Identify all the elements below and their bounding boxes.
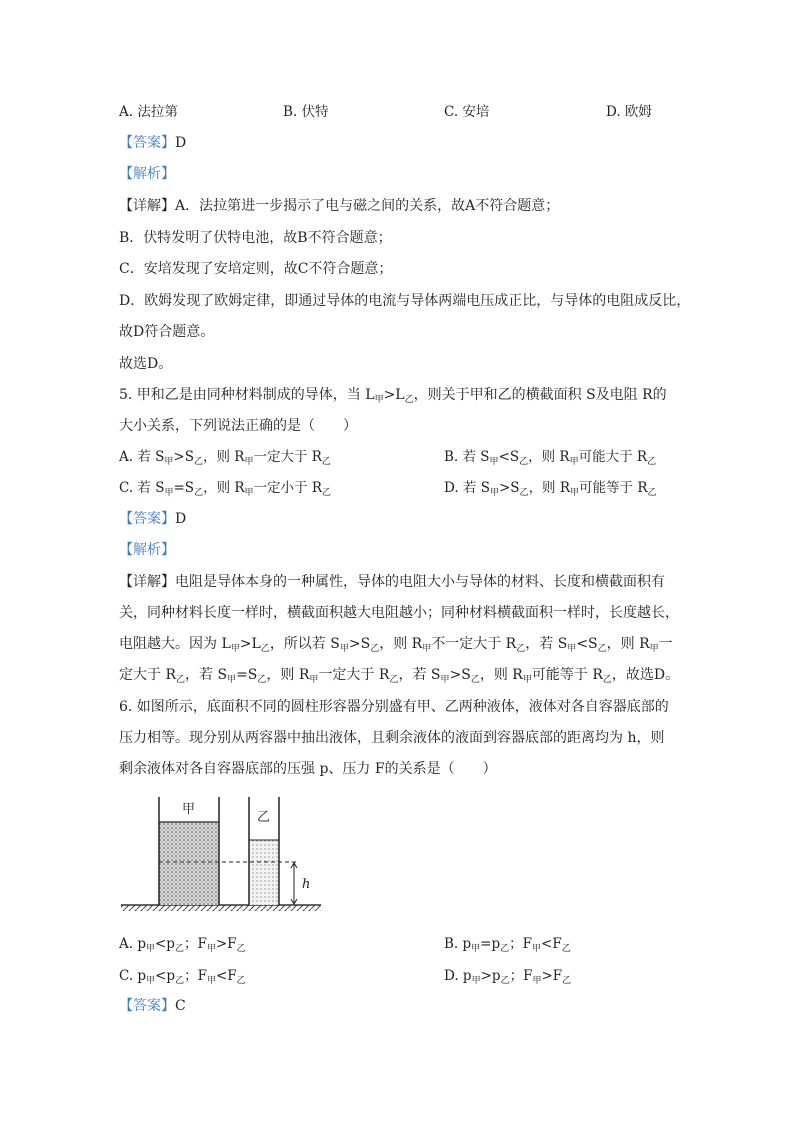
opt-part: <F	[541, 936, 562, 952]
opt-part: D. 若 S	[444, 480, 490, 496]
q6-figure-containers	[119, 795, 334, 915]
q4-detail-line-4: D．欧姆发现了欧姆定律，即通过导体的电流与导体两端电压成正比，与导体的电阻成反比，	[119, 293, 691, 309]
detail-text: 电阻是导体本身的一种属性，导体的电阻大小与导体的材料、长度和横截面积有	[175, 574, 665, 590]
detail-part: 可能等于 R	[531, 667, 603, 683]
subscript-yi: 乙	[500, 976, 510, 986]
subscript-jia: 甲	[489, 488, 499, 498]
opt-part: <p	[155, 968, 176, 984]
detail-part: ，则 R	[266, 667, 310, 683]
detail-part: ，则 R	[379, 636, 423, 652]
subscript-jia: 甲	[570, 488, 580, 498]
subscript-jia: 甲	[164, 457, 174, 467]
q5-stem-part: 5. 甲和乙是由同种材料制成的导体，当 L	[119, 387, 375, 403]
opt-part: ；F	[184, 968, 207, 984]
subscript-jia: 甲	[422, 644, 432, 654]
subscript-yi: 乙	[500, 944, 510, 954]
subscript-yi: 乙	[175, 976, 185, 986]
opt-part: >F	[215, 936, 237, 952]
q4-detail-line-1	[119, 196, 559, 216]
subscript-yi: 乙	[561, 944, 571, 954]
q6-option-a	[119, 934, 246, 954]
subscript-jia: 甲	[532, 944, 542, 954]
detail-label: 【详解】	[119, 574, 175, 590]
subscript-yi: 乙	[516, 644, 526, 654]
q4-analysis-label	[119, 164, 175, 184]
q6-stem-line-2: 压力相等。现分别从两容器中抽出液体，且剩余液体的液面到容器底部的距离均为 h，则	[119, 730, 665, 746]
q5-detail-line-2: 关，同种材料长度一样时，横截面积越大电阻越小；同种材料横截面积一样时，长度越长，	[119, 605, 679, 621]
q5-detail-line-1	[119, 572, 665, 592]
q5-detail-line-4	[119, 665, 679, 685]
label-h: h	[302, 877, 311, 892]
q6-stem-line-3: 剩余液体对各自容器底部的压强 p、压力 F的关系是（ ）	[119, 761, 497, 777]
opt-part: >S	[498, 480, 520, 496]
subscript-yi: 乙	[176, 675, 186, 685]
subscript-jia: 甲	[567, 644, 577, 654]
subscript-yi: 乙	[174, 944, 184, 954]
subscript-yi: 乙	[404, 395, 414, 405]
answer-label: 【答案】	[119, 511, 175, 527]
q5-option-b	[444, 447, 656, 467]
q6-answer	[119, 996, 186, 1016]
q6-option-c	[119, 966, 246, 986]
opt-part: B. p	[444, 936, 472, 952]
subscript-yi: 乙	[257, 675, 267, 685]
opt-part: B. 若 S	[444, 449, 490, 465]
analysis-label: 【解析】	[119, 166, 175, 182]
q5-stem-part: ，则关于甲和乙的横截面积 S及电阻 R的	[413, 387, 667, 403]
q5-option-c	[119, 478, 331, 498]
subscript-jia: 甲	[339, 644, 349, 654]
subscript-jia: 甲	[227, 675, 237, 685]
subscript-jia: 甲	[244, 457, 254, 467]
ground	[121, 905, 321, 911]
q5-option-d	[444, 478, 657, 498]
opt-part: A. p	[119, 936, 146, 952]
answer-value: D	[175, 511, 187, 527]
opt-part: C. 若 S	[119, 480, 165, 496]
subscript-yi: 乙	[194, 488, 204, 498]
detail-part: >S	[348, 636, 371, 652]
subscript-yi: 乙	[389, 675, 399, 685]
q4-detail-line-6: 故选D。	[119, 356, 173, 372]
detail-part: ，则 R	[479, 667, 523, 683]
opt-part: A. 若 S	[119, 449, 165, 465]
opt-part: ；F	[509, 968, 533, 984]
detail-part: ，则 R	[606, 636, 650, 652]
opt-part: >p	[480, 968, 501, 984]
subscript-yi: 乙	[562, 976, 572, 986]
q4-option-c: C. 安培	[444, 104, 490, 120]
opt-part: <p	[155, 936, 175, 952]
subscript-jia: 甲	[649, 644, 659, 654]
opt-part: C. p	[119, 968, 147, 984]
subscript-yi: 乙	[597, 644, 607, 654]
q4-answer	[119, 133, 186, 153]
q4-detail-line-3: C．安培发现了安培定则，故C不符合题意；	[119, 261, 393, 277]
opt-part: >F	[541, 968, 563, 984]
subscript-yi: 乙	[519, 457, 529, 467]
subscript-jia: 甲	[532, 976, 542, 986]
label-jia: 甲	[182, 802, 196, 817]
opt-part: 可能等于 R	[579, 480, 648, 496]
subscript-yi: 乙	[322, 488, 332, 498]
q4-detail-line-2: B．伏特发明了伏特电池，故B不符合题意；	[119, 230, 392, 246]
q5-stem-part: >L	[383, 387, 405, 403]
analysis-label: 【解析】	[119, 542, 175, 558]
detail-part: ，故选D。	[611, 667, 680, 683]
detail-part: 电阻越大。因为 L	[119, 636, 231, 652]
answer-value: C	[175, 998, 186, 1014]
detail-part: >L	[239, 636, 261, 652]
subscript-jia: 甲	[309, 675, 319, 685]
containers-diagram	[119, 795, 334, 915]
q4-option-a: A. 法拉第	[119, 104, 178, 120]
q6-stem-line-1: 6. 如图所示，底面积不同的圆柱形容器分别盛有甲、乙两种液体，液体对各自容器底部的	[119, 699, 669, 715]
opt-part: 一定大于 R	[253, 449, 322, 465]
opt-part: ，则 R	[202, 449, 245, 465]
detail-part: ，若 S	[525, 636, 568, 652]
subscript-jia: 甲	[569, 457, 579, 467]
q6-option-b	[444, 934, 571, 954]
opt-part: <F	[215, 968, 237, 984]
subscript-yi: 乙	[519, 488, 529, 498]
detail-part: 一定大于 R	[318, 667, 390, 683]
subscript-jia: 甲	[145, 944, 155, 954]
q4-option-d: D. 欧姆	[606, 104, 652, 120]
subscript-yi: 乙	[193, 457, 203, 467]
q4-option-b: B. 伏特	[283, 104, 329, 120]
subscript-yi: 乙	[602, 675, 612, 685]
opt-part: 一定小于 R	[253, 480, 323, 496]
detail-text: A．法拉第进一步揭示了电与磁之间的关系，故A不符合题意；	[175, 198, 560, 214]
q5-answer	[119, 509, 186, 529]
detail-part: 不一定大于 R	[431, 636, 517, 652]
q5-detail-line-3	[119, 634, 673, 654]
detail-part: ，所以若 S	[269, 636, 340, 652]
q5-stem-line-2: 大小关系，下列说法正确的是（ ）	[119, 418, 357, 434]
subscript-jia: 甲	[522, 675, 532, 685]
detail-part: 定大于 R	[119, 667, 176, 683]
subscript-jia: 甲	[206, 944, 216, 954]
subscript-yi: 乙	[260, 644, 270, 654]
answer-label: 【答案】	[119, 998, 175, 1014]
opt-part: ；F	[509, 936, 533, 952]
subscript-jia: 甲	[164, 488, 174, 498]
opt-part: =S	[173, 480, 195, 496]
subscript-jia: 甲	[440, 675, 450, 685]
detail-part: 一	[658, 636, 673, 652]
opt-part: ，则 R	[203, 480, 245, 496]
detail-part: ，若 S	[398, 667, 441, 683]
detail-part: >S	[449, 667, 471, 683]
subscript-jia: 甲	[471, 944, 481, 954]
subscript-yi: 乙	[236, 944, 246, 954]
opt-part: ；F	[183, 936, 207, 952]
subscript-yi: 乙	[470, 675, 480, 685]
subscript-yi: 乙	[236, 976, 246, 986]
answer-value: D	[175, 135, 187, 151]
subscript-jia: 甲	[489, 457, 499, 467]
opt-part: ，则 R	[528, 449, 570, 465]
label-yi: 乙	[257, 810, 271, 825]
opt-part: <S	[498, 449, 520, 465]
detail-part: <S	[576, 636, 598, 652]
detail-part: =S	[236, 667, 258, 683]
subscript-yi: 乙	[647, 488, 657, 498]
subscript-yi: 乙	[647, 457, 657, 467]
detail-part: ，若 S	[185, 667, 228, 683]
detail-label: 【详解】	[119, 198, 175, 214]
opt-part: D. p	[444, 968, 472, 984]
opt-part: ，则 R	[528, 480, 571, 496]
subscript-jia: 甲	[471, 976, 481, 986]
subscript-jia: 甲	[244, 488, 254, 498]
q4-detail-line-5: 故D符合题意。	[119, 324, 215, 340]
subscript-yi: 乙	[321, 457, 331, 467]
opt-part: =p	[480, 936, 501, 952]
opt-part: >S	[173, 449, 194, 465]
subscript-yi: 乙	[370, 644, 380, 654]
q6-option-d	[444, 966, 571, 986]
subscript-jia: 甲	[146, 976, 156, 986]
q5-option-a	[119, 447, 331, 467]
subscript-jia: 甲	[374, 395, 384, 405]
q5-stem-line-1	[119, 385, 667, 405]
subscript-jia: 甲	[230, 644, 240, 654]
subscript-jia: 甲	[206, 976, 216, 986]
q5-analysis-label	[119, 540, 175, 560]
opt-part: 可能大于 R	[578, 449, 648, 465]
answer-label: 【答案】	[119, 135, 175, 151]
